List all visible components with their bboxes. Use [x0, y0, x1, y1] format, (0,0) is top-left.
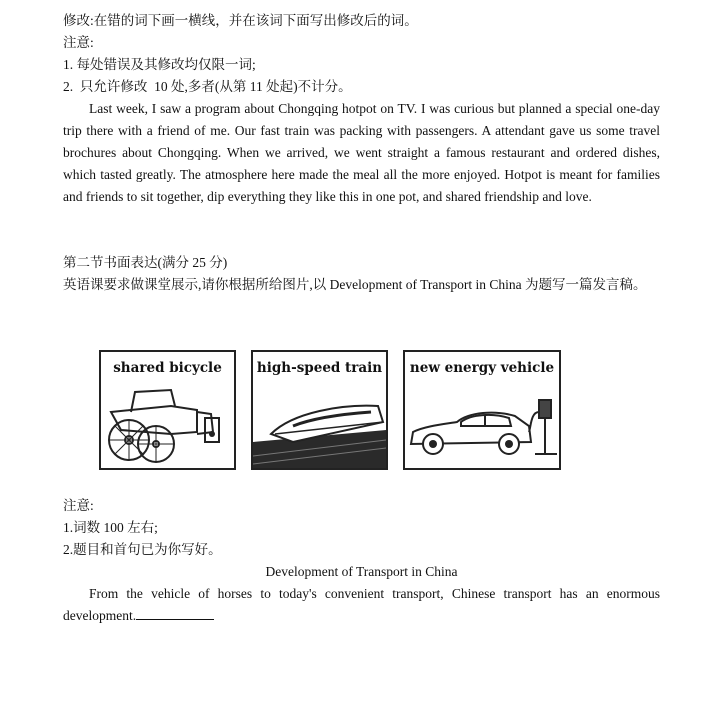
figure-caption: new energy vehicle: [409, 360, 555, 376]
figure-caption: high-speed train: [256, 360, 383, 376]
carriage-image: [101, 382, 234, 468]
essay-first-sentence: [63, 583, 660, 627]
note-label: 注意:: [63, 35, 94, 50]
note-given: 2.题目和首句已为你写好。: [63, 542, 222, 557]
document-page: [63, 10, 660, 318]
notes-label: 注意:: [63, 498, 94, 513]
writing-prompt: 英语课要求做课堂展示,请你根据所给图片,以 Development of Transport in China 为题写一篇发言稿。: [63, 277, 647, 292]
picture-strip: [99, 350, 564, 472]
rule-2: 2. 只允许修改 10 处,多者(从第 11 处起)不计分。: [63, 79, 352, 94]
note-word-count: 1.词数 100 左右;: [63, 520, 158, 535]
electric-car-image: [405, 382, 559, 468]
first-sentence-text: From the vehicle of horses to today's convenient transport, Chinese transport has an enormous development.: [63, 586, 660, 623]
section-heading: 第二节书面表达(满分 25 分): [63, 255, 228, 270]
correction-passage: Last week, I saw a program about Chongqing hotpot on TV. I was curious but planned a special one-day trip there with a friend of me. Our fast train was packing with passengers. A attendant gave us some travel brochures about Chongqing. When we arrived, we went straight a famous restaurant and ordered dishes, which tasted greatly. The atmosphere here made the meal all the more enjoyed. Hotpot is meant for families and friends to sit together, dip everything they like this in one pot, and shared friendship and love.: [63, 101, 660, 204]
task-instruction: 修改:在错的词下画一横线，并在该词下面写出修改后的词。: [63, 13, 418, 28]
figure-new-energy-vehicle: [403, 350, 561, 470]
train-image: [253, 382, 386, 468]
figure-shared-bicycle: [99, 350, 236, 470]
essay-title: Development of Transport in China: [265, 564, 458, 579]
answer-blank[interactable]: [136, 605, 214, 620]
rule-1: 1. 每处错误及其修改均仅限一词;: [63, 57, 256, 72]
figure-high-speed-train: [251, 350, 388, 470]
figure-caption: shared bicycle: [113, 360, 222, 376]
lower-section: [63, 495, 660, 627]
